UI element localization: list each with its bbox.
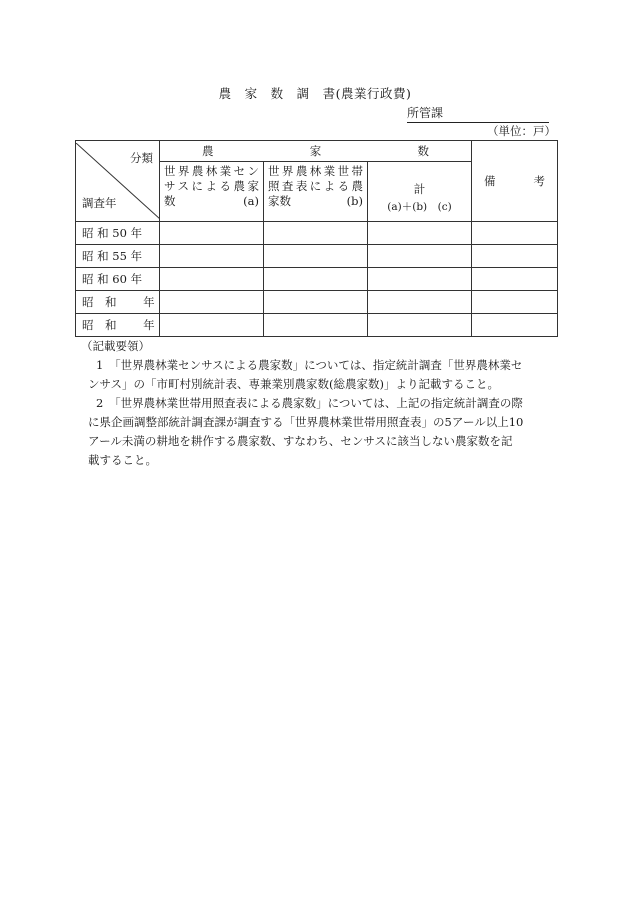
column-total-label: 計 [413,182,426,196]
remarks-header-char: 備 [484,174,496,188]
column-b-header [264,162,368,222]
instruction-item [83,356,553,394]
table-cell[interactable] [264,245,368,268]
table-cell[interactable] [368,245,472,268]
farmhouse-count-header [160,141,472,162]
column-total-formula: (a)＋(b) (c) [387,201,452,213]
table-row [76,222,558,245]
table-row [76,314,558,337]
column-total-header [368,162,472,222]
table-cell[interactable] [160,268,264,291]
column-a-line1: 世界農林業セン [164,164,259,178]
instruction-line: 載すること。 [88,453,157,467]
department-label: 所管課 [407,104,549,123]
instruction-item [83,394,553,470]
column-b-mark: (b) [346,194,363,208]
table-cell[interactable] [368,222,472,245]
table-cell[interactable] [160,222,264,245]
row-year-label: 昭 和 60 年 [76,268,160,291]
corner-bottom-label: 調査年 [82,196,117,210]
instruction-line: に県企画調整部統計調査課が調査する「世界農林業世帯用照査表」の5アール以上10 [88,415,524,429]
column-b-line2: 照査表による農 [268,179,363,193]
table-row [76,268,558,291]
table-cell[interactable] [368,314,472,337]
table-cell[interactable] [264,314,368,337]
farmhouse-header-char: 家 [309,144,322,158]
table-cell[interactable] [264,222,368,245]
table-cell[interactable] [472,268,558,291]
instruction-line: 2 「世界農林業世帯用照査表による農家数」については、上記の指定統計調査の際 [96,396,523,410]
column-a-header [160,162,264,222]
instructions-section [83,337,553,470]
table-cell[interactable] [264,268,368,291]
table-cell[interactable] [160,245,264,268]
table-cell[interactable] [472,222,558,245]
row-year-label: 昭 和 55 年 [76,245,160,268]
table-row [76,245,558,268]
instruction-line: 1 「世界農林業センサスによる農家数」については、指定統計調査「世界農林業セ [96,358,523,372]
instruction-line: ンサス」の「市町村別統計表、専兼業別農家数(総農家数)」より記載すること。 [88,377,500,391]
table-cell[interactable] [160,314,264,337]
column-a-line2: サスによる農家 [164,179,259,193]
table-cell[interactable] [368,291,472,314]
corner-top-label: 分類 [130,151,153,165]
row-year-label: 昭 和 年 [76,314,160,337]
row-year-label: 昭 和 年 [76,291,160,314]
remarks-header-char: 考 [533,174,546,188]
farmhouse-header-char: 農 [202,144,214,158]
document-title: 農 家 数 調 書(農業行政費) [218,86,412,101]
remarks-header [472,141,558,222]
table-cell[interactable] [472,314,558,337]
table-row [76,291,558,314]
survey-table [75,140,558,337]
column-b-line1: 世界農林業世帯 [268,164,363,178]
table-cell[interactable] [472,245,558,268]
corner-cell [76,141,160,222]
unit-label: （単位：戸） [487,124,556,138]
column-a-line3: 数 [164,194,176,208]
instructions-heading: （記載要領） [81,339,150,353]
table-cell[interactable] [160,291,264,314]
row-year-label: 昭 和 50 年 [76,222,160,245]
table-cell[interactable] [368,268,472,291]
instruction-line: アール未満の耕地を耕作する農家数、すなわち、センサスに該当しない農家数を記 [88,434,513,448]
table-cell[interactable] [472,291,558,314]
column-a-mark: (a) [243,194,259,208]
farmhouse-header-char: 数 [417,144,429,158]
column-b-line3: 家数 [268,194,291,208]
table-cell[interactable] [264,291,368,314]
